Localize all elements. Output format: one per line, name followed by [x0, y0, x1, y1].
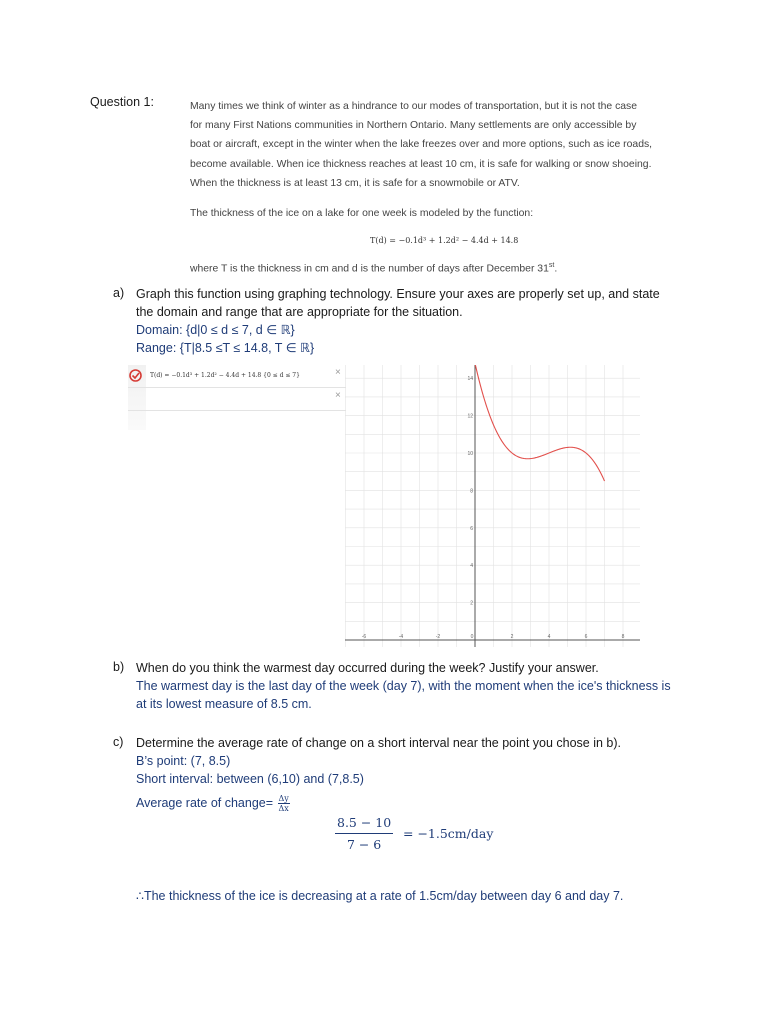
part-a-question [136, 285, 660, 321]
model-intro: The thickness of the ice on a lake for one week is modeled by the function: [190, 208, 534, 219]
part-a-letter: a) [113, 286, 125, 300]
question-intro [190, 97, 690, 193]
variable-definition [190, 262, 557, 274]
where-superscript: st [548, 262, 555, 269]
empty-expression-row[interactable] [128, 388, 346, 411]
part-b-answer-line: at its lowest measure of 8.5 cm. [136, 697, 312, 711]
part-a-line: the domain and range that are appropriate for the situation. [136, 305, 463, 319]
x-tick-label: 8 [621, 634, 625, 640]
short-interval: Short interval: between (6,10) and (7,8.5) [136, 772, 364, 786]
expression-row[interactable] [128, 365, 346, 388]
intro-line: become available. When ice thickness reaches at least 10 cm, it is safe for walking or snow shoeing. [190, 158, 652, 170]
where-text: where T is the thickness in cm and d is the number of days after December 31 [190, 263, 549, 275]
where-end: . [554, 263, 558, 275]
function-graph[interactable] [345, 365, 640, 647]
calculation-result: = −1.5cm/day [403, 826, 494, 841]
y-tick-label: 14 [467, 376, 473, 383]
part-b-question: When do you think the warmest day occurred during the week? Justify your answer. [136, 661, 599, 675]
rate-denominator: Δx [278, 804, 289, 814]
y-tick-label: 10 [467, 451, 473, 457]
expression-text: T(d) = −0.1d³ + 1.2d² − 4.4d + 14.8 {0 ≤ d ≤ 7} [150, 372, 300, 379]
y-tick-label: 8 [470, 488, 473, 495]
rate-formula [136, 794, 290, 813]
range-answer: Range: {T|8.5 ≤T ≤ 14.8, T ∈ ℝ} [136, 341, 315, 355]
expression-panel [128, 365, 348, 430]
axes [345, 365, 640, 647]
x-tick-label: -6 [361, 634, 367, 640]
chosen-point: B’s point: (7, 8.5) [136, 754, 231, 768]
grid-lines [345, 365, 640, 647]
calculation-denominator: 7 − 6 [346, 837, 382, 852]
part-a-line: Graph this function using graphing technology. Ensure your axes are properly set up, and state [136, 287, 660, 301]
rate-label: Average rate of change= [136, 796, 274, 810]
intro-line: for many First Nations communities in Northern Ontario. Many settlements are only accessible by [190, 120, 637, 132]
model-formula: T(d) = −0.1d³ + 1.2d² − 4.4d + 14.8 [370, 236, 519, 245]
rate-fraction [278, 794, 290, 813]
x-tick-label: 0 [470, 634, 474, 640]
part-b-answer [136, 677, 671, 713]
domain-answer: Domain: {d|0 ≤ d ≤ 7, d ∈ ℝ} [136, 323, 295, 337]
close-icon[interactable]: × [335, 390, 341, 401]
x-tick-label: -4 [398, 634, 404, 640]
conclusion: ∴The thickness of the ice is decreasing at a rate of 1.5cm/day between day 6 and day 7. [136, 889, 624, 903]
close-icon[interactable]: × [335, 367, 341, 378]
calculation-fraction [335, 815, 393, 852]
part-c-question: Determine the average rate of change on a short interval near the point you chose in b). [136, 736, 622, 750]
function-curve [475, 365, 605, 481]
y-tick-label: 6 [470, 525, 473, 532]
x-tick-label: 4 [547, 634, 551, 640]
graph-logo-icon [129, 369, 142, 382]
y-tick-label: 4 [470, 563, 473, 570]
x-tick-label: 2 [510, 634, 514, 640]
question-label: Question 1: [90, 95, 154, 109]
x-tick-label: 6 [584, 634, 588, 640]
y-tick-label: 12 [467, 413, 473, 420]
part-c-letter: c) [113, 735, 124, 749]
part-b-letter: b) [113, 660, 125, 674]
x-tick-label: -2 [435, 634, 441, 640]
intro-line: When the thickness is at least 13 cm, it is safe for a snowmobile or ATV. [190, 177, 520, 189]
rate-numerator: Δy [278, 794, 289, 804]
graph-canvas [345, 365, 640, 647]
y-tick-label: 2 [470, 600, 473, 607]
calculation-numerator: 8.5 − 10 [335, 815, 393, 834]
intro-line: boat or aircraft, except in the winter when the lake freezes over and more options, such as ice roads, [190, 139, 653, 151]
intro-line: Many times we think of winter as a hindrance to our modes of transportation, but it is not the case [190, 101, 638, 112]
part-b-answer-line: The warmest day is the last day of the week (day 7), with the moment when the ice's thickness is [136, 679, 671, 693]
